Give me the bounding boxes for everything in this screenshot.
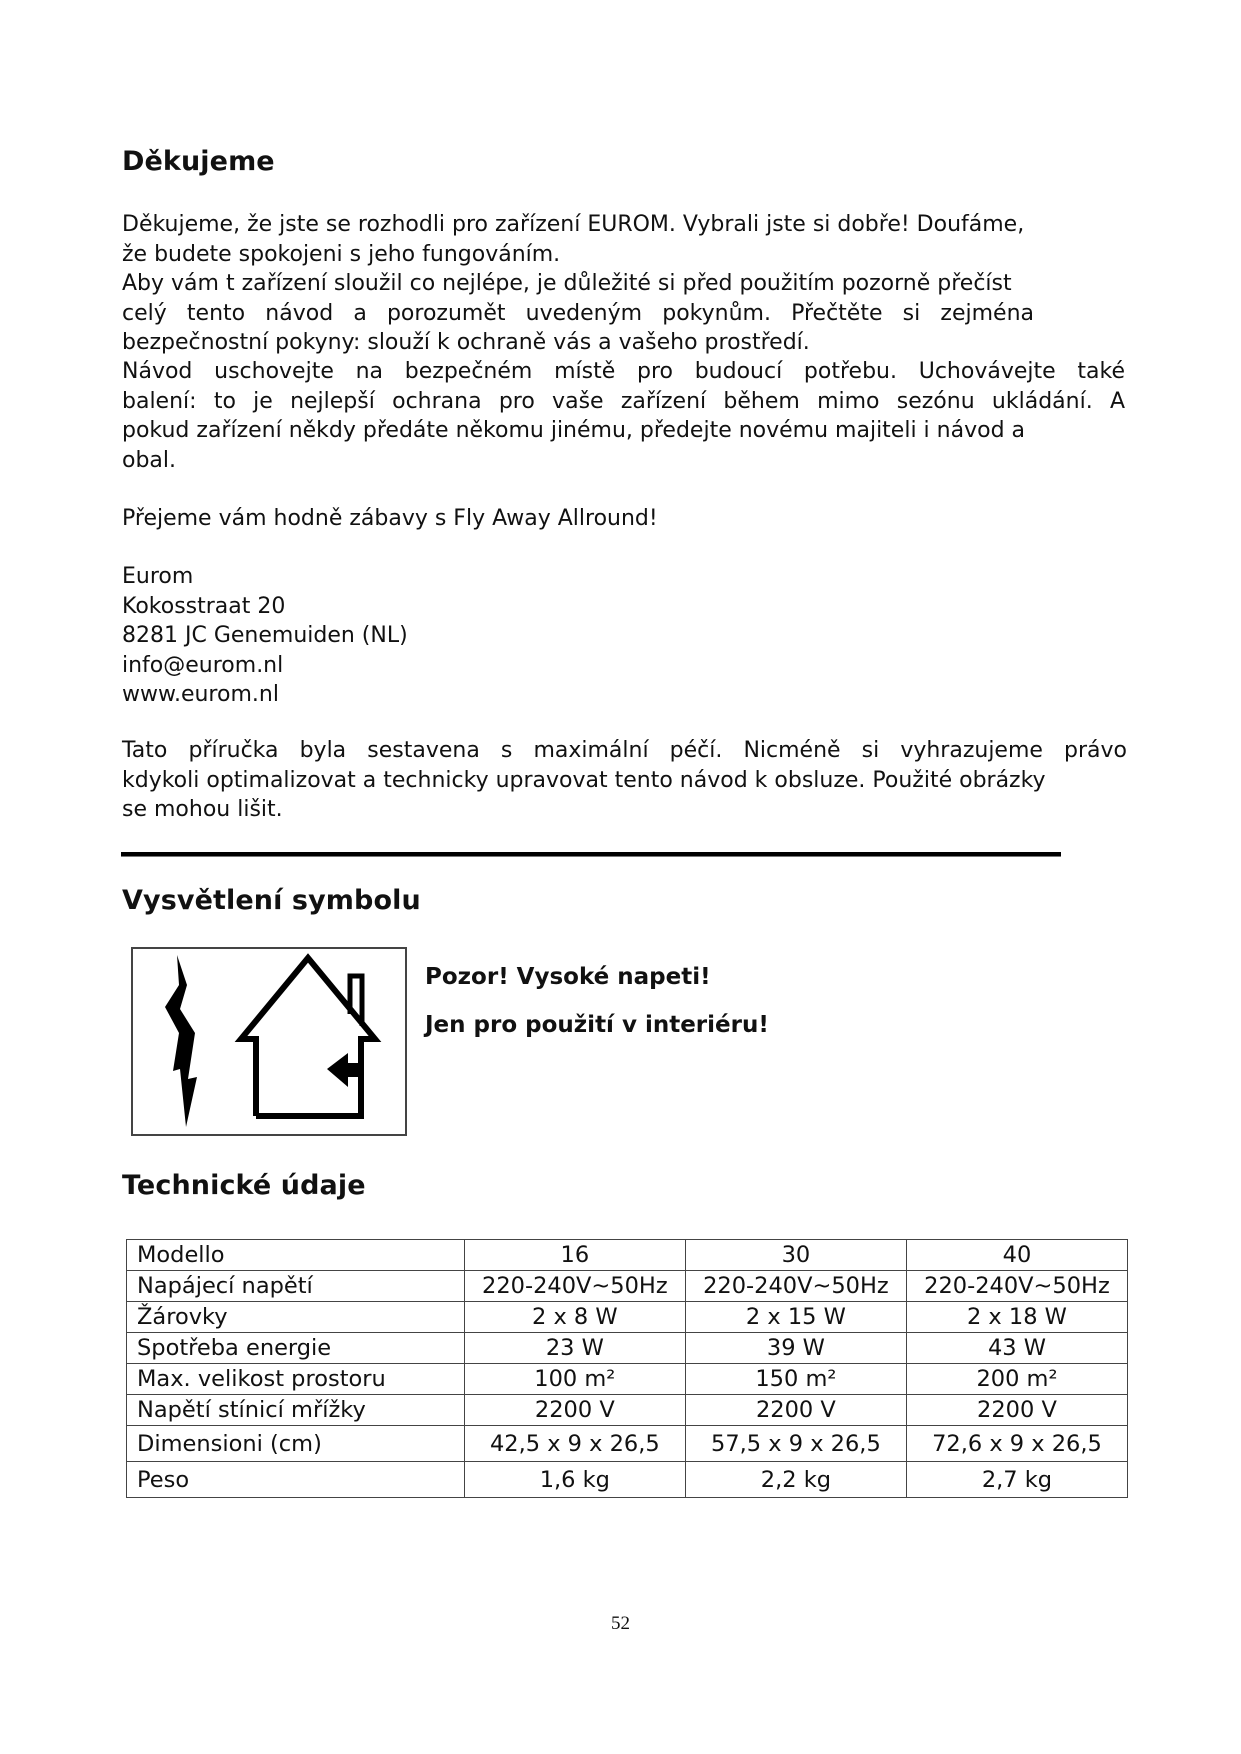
cell-value: 2,7 kg — [906, 1462, 1127, 1498]
cell-value: 2,2 kg — [685, 1462, 906, 1498]
cell-value: 40 — [906, 1240, 1127, 1271]
cell-value: 2 x 8 W — [464, 1302, 685, 1333]
row-label: Napájecí napětí — [127, 1271, 465, 1302]
high-voltage-warning: Pozor! Vysoké napeti! — [425, 964, 711, 990]
text-line: bezpečnostní pokyny: slouží k ochraně vás a vašeho prostředí. — [122, 330, 810, 355]
cell-value: 200 m² — [906, 1364, 1127, 1395]
row-label: Dimensioni (cm) — [127, 1426, 465, 1462]
inward-arrow-icon — [327, 1053, 361, 1087]
row-label: Spotřeba energie — [127, 1333, 465, 1364]
text-line: že budete spokojeni s jeho fungováním. — [122, 241, 561, 267]
row-label: Napětí stínicí mřížky — [127, 1395, 465, 1426]
cell-value: 30 — [685, 1240, 906, 1271]
cell-value: 2 x 15 W — [685, 1302, 906, 1333]
company-city: 8281 JC Genemuiden (NL) — [122, 623, 408, 648]
cell-value: 42,5 x 9 x 26,5 — [464, 1426, 685, 1462]
text-line: Aby vám t zařízení sloužil co nejlépe, je důležité si před použitím pozorně přečíst — [122, 271, 1012, 296]
wish-line: Přejeme vám hodně zábavy s Fly Away Allround! — [122, 506, 658, 531]
table-row — [127, 1462, 1128, 1498]
cell-value: 100 m² — [464, 1364, 685, 1395]
cell-value: 39 W — [685, 1333, 906, 1364]
cell-value: 220-240V~50Hz — [464, 1271, 685, 1302]
cell-value: 16 — [464, 1240, 685, 1271]
row-label: Max. velikost prostoru — [127, 1364, 465, 1395]
specs-heading: Technické údaje — [122, 1170, 366, 1201]
text-line: Tato příručka byla sestavena s maximální péčí. Nicméně si vyhrazujeme právo — [122, 738, 1127, 763]
indoor-use-house-icon — [241, 958, 375, 1116]
table-row — [127, 1426, 1128, 1462]
company-name: Eurom — [122, 564, 194, 589]
cell-value: 43 W — [906, 1333, 1127, 1364]
text-line: celý tento návod a porozumět uvedeným pokynům. Přečtěte si zejména — [122, 300, 1034, 326]
disclaimer-paragraph — [122, 736, 1127, 825]
cell-value: 2 x 18 W — [906, 1302, 1127, 1333]
table-row — [127, 1302, 1128, 1333]
cell-value: 220-240V~50Hz — [685, 1271, 906, 1302]
symbol-image — [131, 947, 407, 1136]
cell-value: 1,6 kg — [464, 1462, 685, 1498]
company-address — [122, 562, 1132, 710]
thanks-keep-paragraph — [122, 357, 1125, 475]
cell-value: 150 m² — [685, 1364, 906, 1395]
thanks-heading: Děkujeme — [122, 146, 275, 177]
text-line: balení: to je nejlepší ochrana pro vaše zařízení během mimo sezónu ukládání. A — [122, 388, 1125, 414]
indoor-use-note: Jen pro použití v interiéru! — [425, 1012, 769, 1038]
table-row — [127, 1364, 1128, 1395]
text-line: kdykoli optimalizovat a technicky upravovat tento návod k obsluze. Použité obrázky — [122, 767, 1046, 793]
cell-value: 57,5 x 9 x 26,5 — [685, 1426, 906, 1462]
table-row — [127, 1395, 1128, 1426]
thanks-read-paragraph — [122, 269, 1125, 358]
company-email: info@eurom.nl — [122, 652, 284, 678]
table-row — [127, 1333, 1128, 1364]
cell-value: 72,6 x 9 x 26,5 — [906, 1426, 1127, 1462]
high-voltage-lightning-icon — [165, 955, 197, 1127]
cell-value: 2200 V — [685, 1395, 906, 1426]
cell-value: 2200 V — [464, 1395, 685, 1426]
cell-value: 23 W — [464, 1333, 685, 1364]
company-street: Kokosstraat 20 — [122, 593, 286, 619]
section-divider — [121, 852, 1061, 856]
row-label: Žárovky — [127, 1302, 465, 1333]
technical-specs-table — [126, 1239, 1128, 1498]
symbols-heading: Vysvětlení symbolu — [122, 885, 421, 916]
row-label: Modello — [127, 1240, 465, 1271]
text-line: obal. — [122, 447, 177, 473]
text-line: se mohou lišit. — [122, 797, 283, 822]
page-number: 52 — [611, 1613, 630, 1634]
text-line: Návod uschovejte na bezpečném místě pro budoucí potřebu. Uchovávejte také — [122, 359, 1125, 384]
text-line: Děkujeme, že jste se rozhodli pro zařízení EUROM. Vybrali jste si dobře! Doufáme, — [122, 212, 1025, 237]
table-row — [127, 1240, 1128, 1271]
thanks-intro-paragraph — [122, 210, 1132, 269]
text-line: pokud zařízení někdy předáte někomu jinému, předejte novému majiteli i návod a — [122, 418, 1026, 443]
company-website: www.eurom.nl — [122, 682, 279, 707]
cell-value: 2200 V — [906, 1395, 1127, 1426]
row-label: Peso — [127, 1462, 465, 1498]
table-row — [127, 1271, 1128, 1302]
cell-value: 220-240V~50Hz — [906, 1271, 1127, 1302]
